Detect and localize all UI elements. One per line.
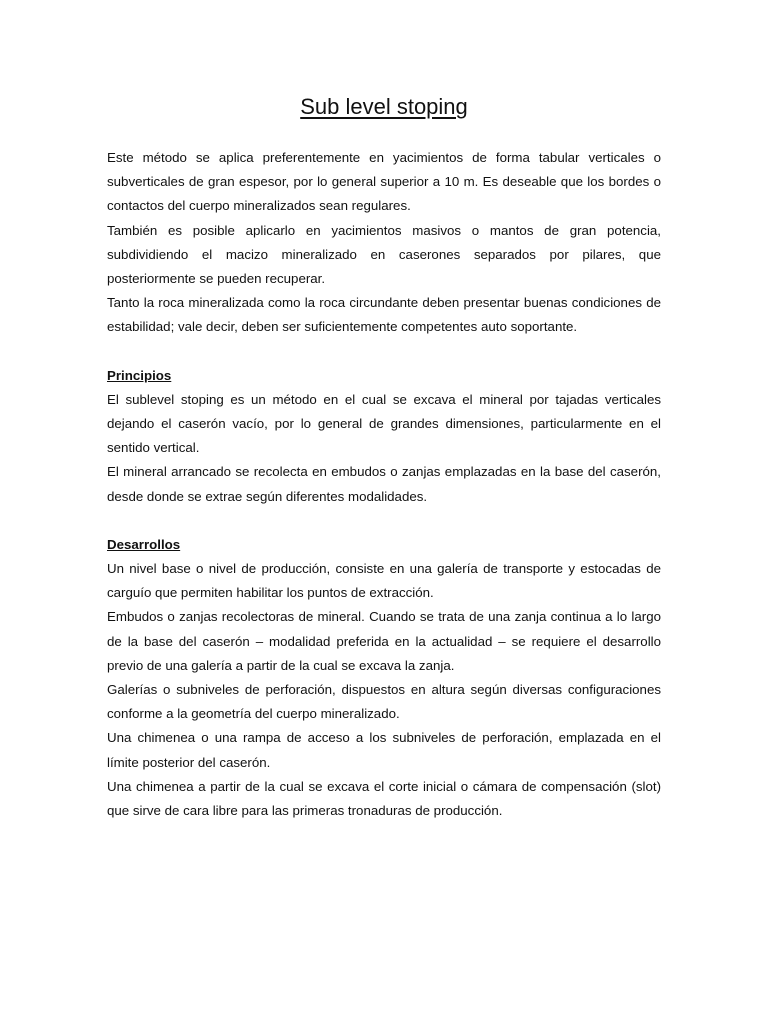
intro-paragraph-3: Tanto la roca mineralizada como la roca circundante deben presentar buenas condiciones de estabilidad; vale decir, deben ser suficientemente competentes auto soportante.: [107, 295, 661, 335]
desarrollos-paragraph-3: Galerías o subniveles de perforación, dispuestos en altura según diversas configuraciones conforme a la geometría del cuerpo mineralizado.: [107, 682, 661, 722]
intro-paragraph-2: También es posible aplicarlo en yacimientos masivos o mantos de gran potencia, subdividiendo el macizo mineralizado en caserones separados por pilares, que posteriormente se pueden recuperar.: [107, 222, 661, 287]
desarrollos-paragraph-4: Una chimenea o una rampa de acceso a los subniveles de perforación, emplazada en el límite posterior del caserón.: [107, 730, 661, 770]
section-heading-principios: Principios: [107, 367, 172, 383]
intro-paragraph-1: Este método se aplica preferentemente en yacimientos de forma tabular verticales o subverticales de gran espesor, por lo general superior a 10 m. Es deseable que los bordes o contactos del cuerpo mineralizados sean regulares.: [107, 150, 661, 214]
section-heading-desarrollos: Desarrollos: [107, 536, 181, 552]
document-title: Sub level stoping: [300, 94, 468, 119]
document-page: [107, 90, 661, 823]
desarrollos-paragraph-5: Una chimenea a partir de la cual se excava el corte inicial o cámara de compensación (slot) que sirve de cara libre para las primeras tronaduras de producción.: [107, 778, 661, 819]
desarrollos-paragraph-1: Un nivel base o nivel de producción, consiste en una galería de transporte y estocadas de carguío que permiten habilitar los puntos de extracción.: [107, 561, 661, 601]
section-desarrollos: [107, 533, 661, 823]
principios-paragraph-2: El mineral arrancado se recolecta en embudos o zanjas emplazadas en la base del caserón, desde donde se extrae según diferentes modalidades.: [107, 464, 661, 504]
section-principios: [107, 364, 661, 509]
intro-section: [107, 146, 661, 340]
principios-paragraph-1: El sublevel stoping es un método en el cual se excava el mineral por tajadas verticales dejando el caserón vacío, por lo general de grandes dimensiones, particularmente en el sentido vertical.: [107, 391, 661, 456]
desarrollos-paragraph-2: Embudos o zanjas recolectoras de mineral. Cuando se trata de una zanja continua a lo largo de la base del caserón – modalidad preferida en la actualidad – se requiere el desarrollo previo de una galería a partir de la cual se excava la zanja.: [107, 609, 661, 673]
